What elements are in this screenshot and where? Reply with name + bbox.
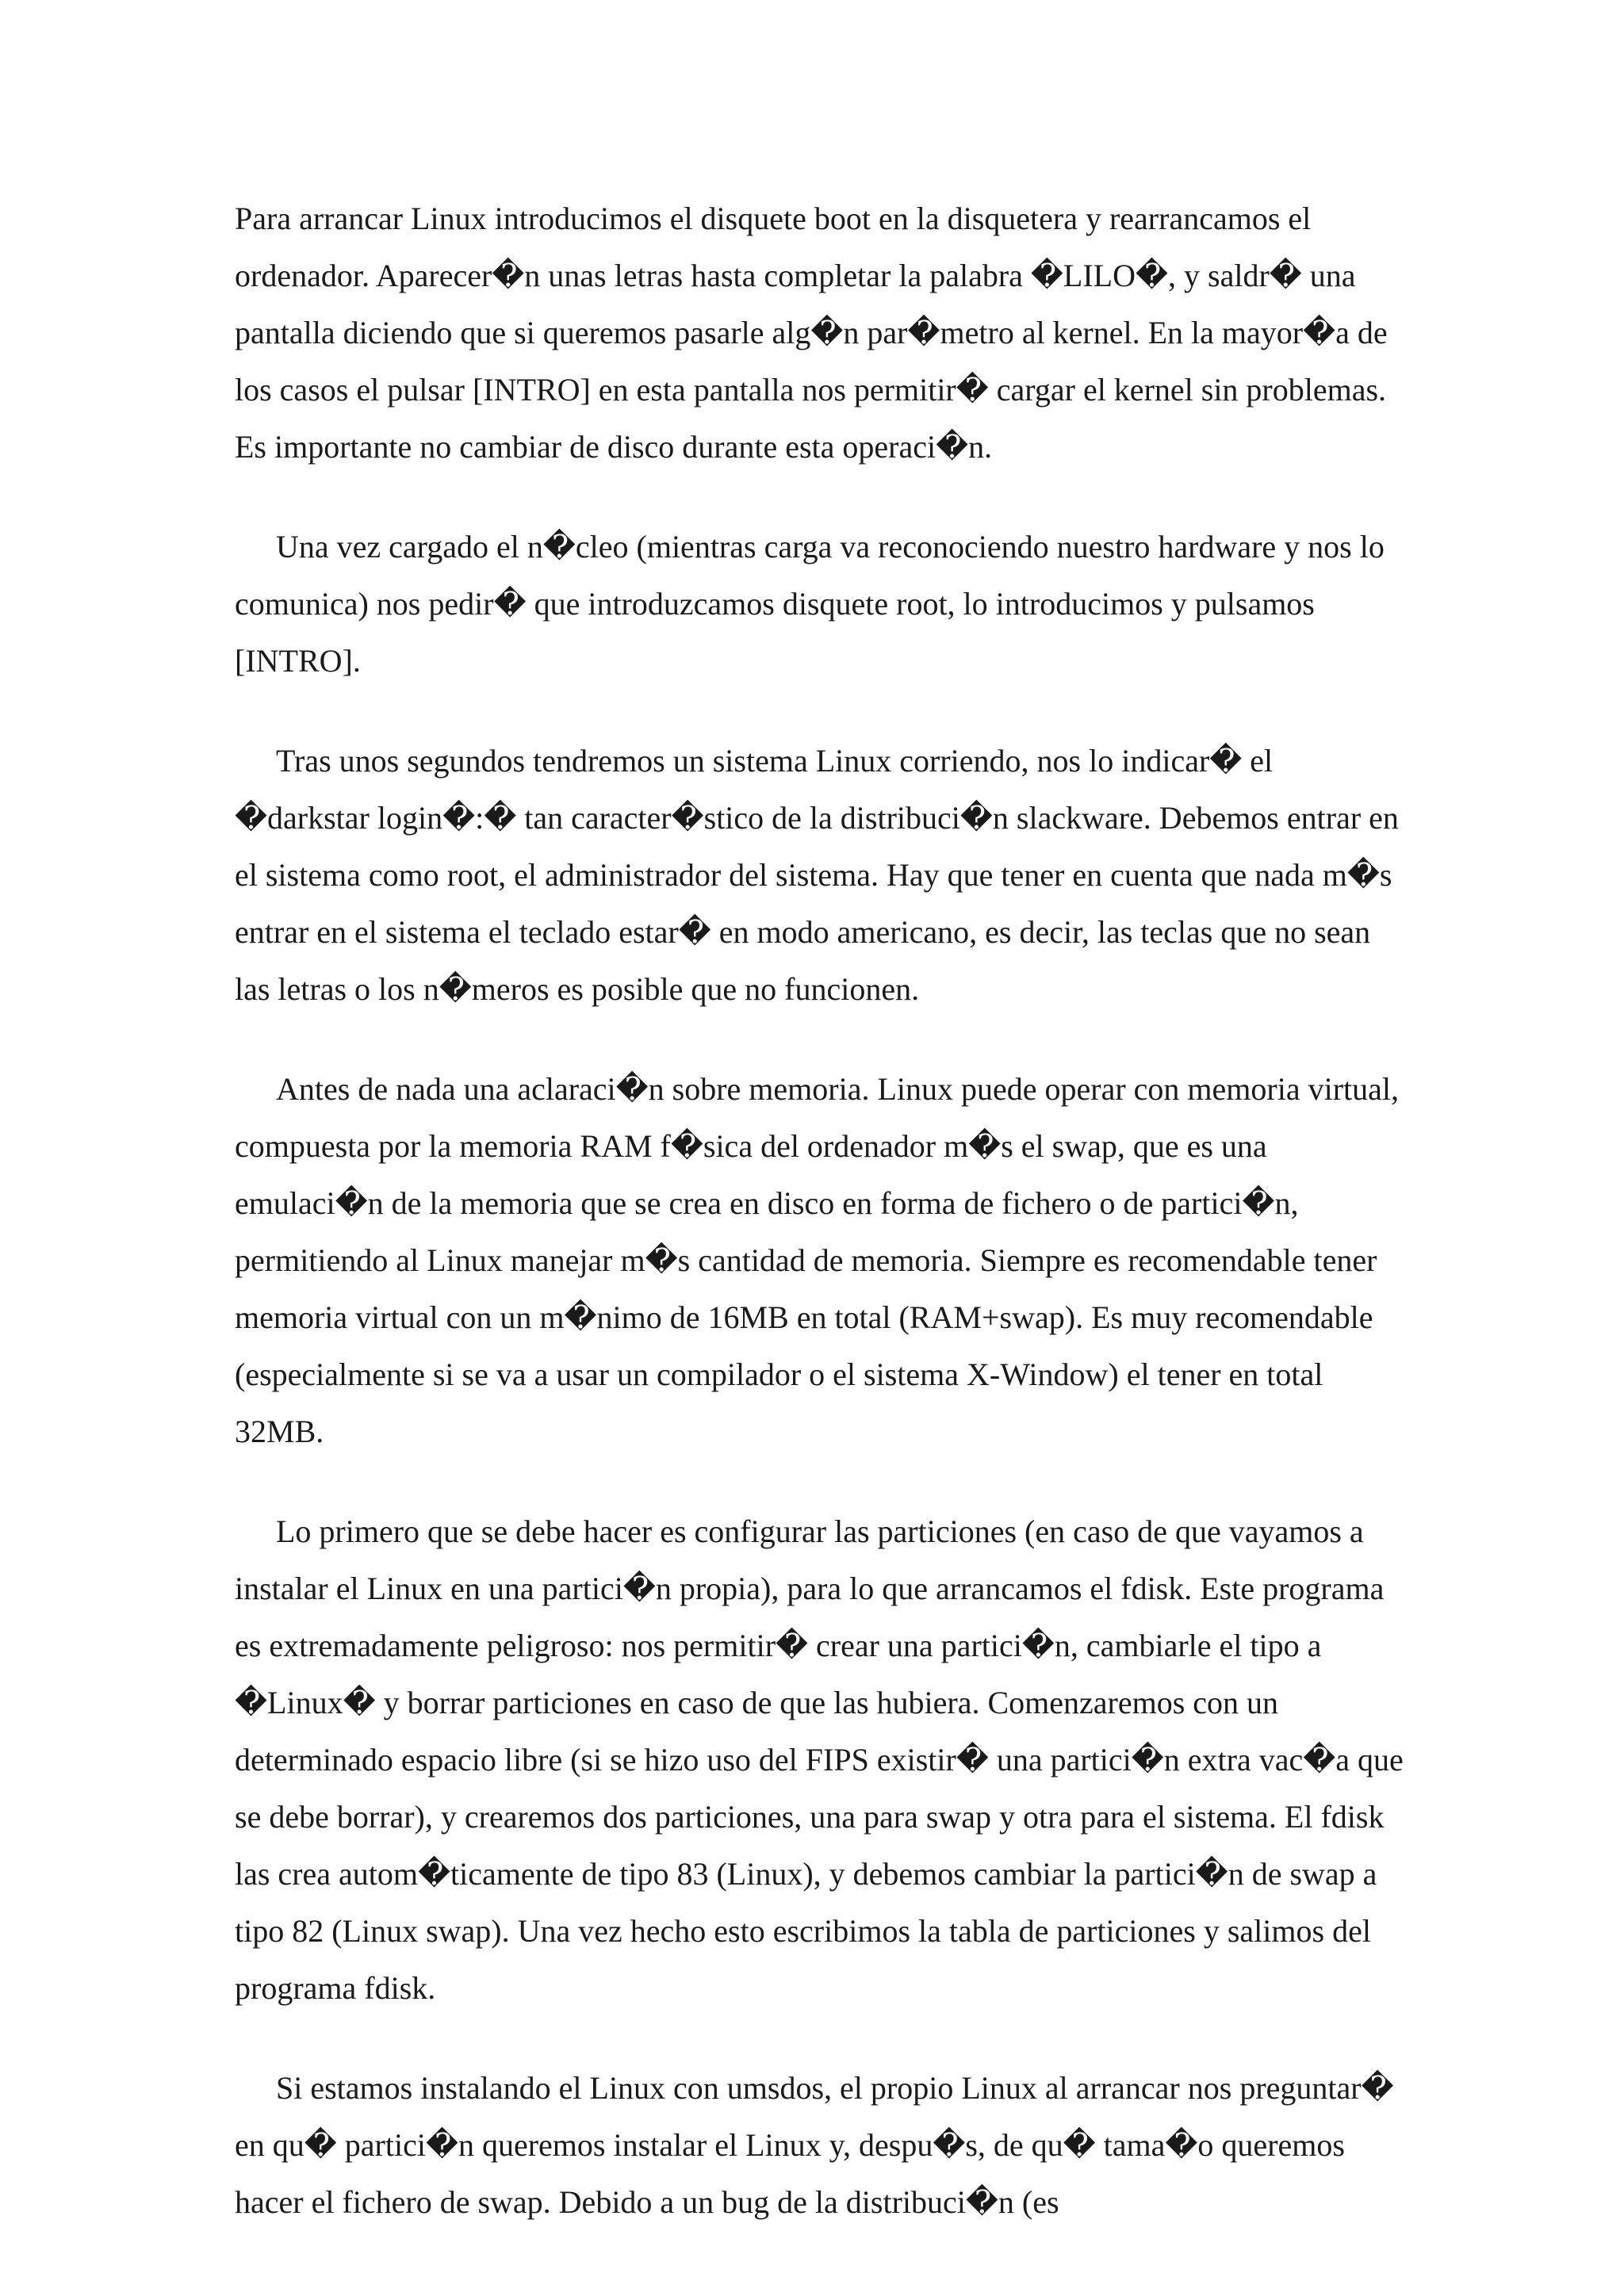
document-body: [235, 190, 1408, 2274]
paragraph-fdisk: Lo primero que se debe hacer es configurar las particiones (en caso de que vayamos a instalar el Linux en una partici�n propia), para lo que arrancamos el fdisk. Este programa es extremadamente peligroso: nos permitir� crear una partici�n, cambiarle el tipo a �Linux� y borrar particiones en caso de que las hubiera. Comenzaremos con un determinado espacio libre (si se hizo uso del FIPS existir� una partici�n extra vac�a que se debe borrar), y crearemos dos particiones, una para swap y otra para el sistema. El fdisk las crea autom�ticamente de tipo 83 (Linux), y debemos cambiar la partici�n de swap a tipo 82 (Linux swap). Una vez hecho esto escribimos la tabla de particiones y salimos del programa fdisk.: [235, 1513, 1404, 2006]
paragraph-boot: Para arrancar Linux introducimos el disquete boot en la disquetera y rearrancamos el ordenador. Aparecer�n unas letras hasta completar la palabra �LILO�, y saldr� una pantalla diciendo que si queremos pasarle alg�n par�metro al kernel. En la mayor�a de los casos el pulsar [INTRO] en esta pantalla nos permitir� cargar el kernel sin problemas. Es importante no cambiar de disco durante esta operaci�n.: [235, 201, 1388, 465]
paragraph-umsdos: Si estamos instalando el Linux con umsdos, el propio Linux al arrancar nos preguntar� en qu� partici�n queremos instalar el Linux y, despu�s, de qu� tama�o queremos hacer el fichero de swap. Debido a un bug de la distribuci�n (es: [235, 2070, 1394, 2220]
paragraph-kernel-load: Una vez cargado el n�cleo (mientras carga va reconociendo nuestro hardware y nos lo comunica) nos pedir� que introduzcamos disquete root, lo introducimos y pulsamos [INTRO].: [235, 529, 1385, 679]
paragraph-login: Tras unos segundos tendremos un sistema Linux corriendo, nos lo indicar� el �darkstar login�:� tan caracter�stico de la distribuci�n slackware. Debemos entrar en el sistema como root, el administrador del sistema. Hay que tener en cuenta que nada m�s entrar en el sistema el teclado estar� en modo americano, es decir, las teclas que no sean las letras o los n�meros es posible que no funcionen.: [235, 743, 1399, 1007]
paragraph-memory: Antes de nada una aclaraci�n sobre memoria. Linux puede operar con memoria virtual, compuesta por la memoria RAM f�sica del ordenador m�s el swap, que es una emulaci�n de la memoria que se crea en disco en forma de fichero o de partici�n, permitiendo al Linux manejar m�s cantidad de memoria. Siempre es recomendable tener memoria virtual con un m�nimo de 16MB en total (RAM+swap). Es muy recomendable (especialmente si se va a usar un compilador o el sistema X-Window) el tener en total 32MB.: [235, 1071, 1400, 1449]
